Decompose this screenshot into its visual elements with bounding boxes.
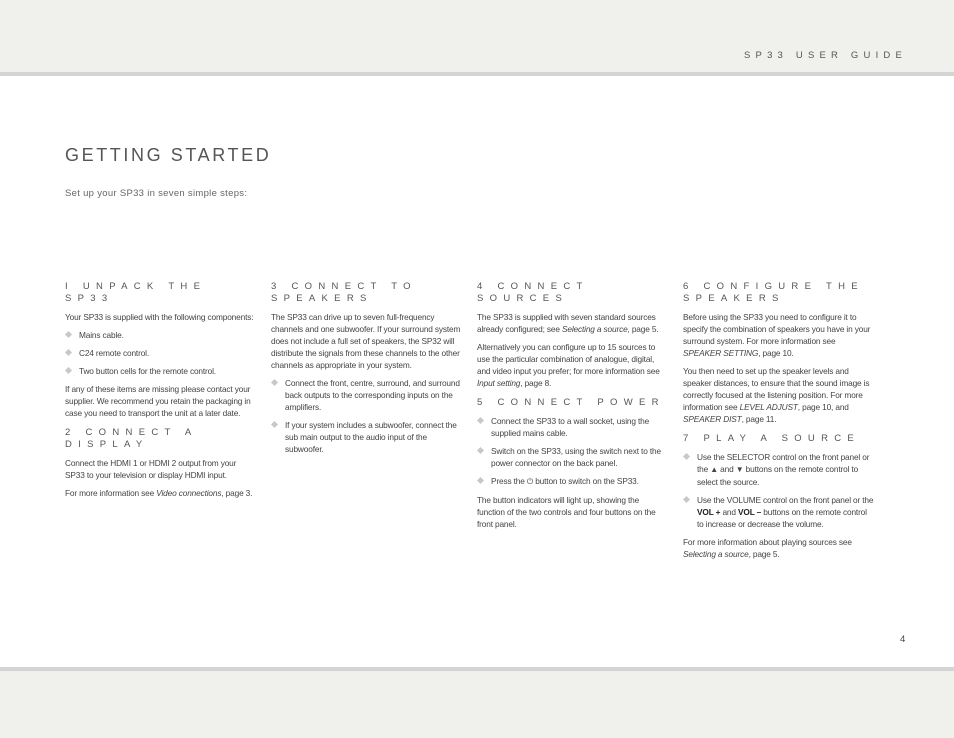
list-item: Use the SELECTOR control on the front panel or the ▲ and ▼ buttons on the remote control to select the source. [683, 451, 875, 488]
page-number: 4 [900, 634, 906, 645]
step-3-text: The SP33 can drive up to seven full-frequency channels and one subwoofer. If your surround system does not include a full set of speakers, the SP32 will distribute the signals from these channels to the other channels as appropriate in your system. [271, 312, 461, 370]
link-selecting-a-source: Selecting a source [561, 324, 628, 334]
list-item: Connect the front, centre, surround, and surround back outputs to the corresponding inputs on the amplifiers. [271, 377, 463, 413]
step-3-heading: 3 CONNECT TO SPEAKERS [271, 281, 417, 304]
column-3 [477, 281, 669, 536]
list-item: Use the VOLUME control on the front panel or the VOL + and VOL – buttons on the remote control to increase or decrease the volume. [683, 494, 875, 530]
step-5-heading: 5 CONNECT POWER [477, 397, 665, 408]
header-band [0, 0, 954, 72]
step-7-reference: For more information about playing sources see Selecting a source, page 5. [683, 537, 852, 559]
running-head: SP33 USER GUIDE [744, 50, 907, 61]
diamond-bullet-icon [477, 417, 484, 424]
intro-text: Set up your SP33 in seven simple steps: [65, 188, 248, 199]
diamond-bullet-icon [271, 421, 278, 428]
step-4-alt: Alternatively you can configure up to 15 sources to use the particular combination of analogue, digital, and video input you prefer; for more information see Input setting, page 8. [477, 342, 660, 388]
link-speaker-dist: SPEAKER DIST [683, 414, 742, 424]
step-6-heading: 6 CONFIGURE THE SPEAKERS [683, 281, 864, 304]
diamond-bullet-icon [683, 496, 690, 503]
up-triangle-icon: ▲ [710, 465, 719, 474]
step-6-levels: You then need to set up the speaker levels and speaker distances, to ensure that the sound image is correctly focused at the listening position. For more information see LEVEL ADJUST, page 10, and SPEAKER DIST, page 11. [683, 366, 870, 424]
link-level-adjust: LEVEL ADJUST [739, 402, 798, 412]
speaker-steps-list [271, 377, 463, 455]
list-item: Mains cable. [65, 329, 257, 341]
link-selecting-a-source: Selecting a source [683, 549, 749, 559]
footer-band [0, 671, 954, 738]
diamond-bullet-icon [65, 331, 72, 338]
step-7-heading: 7 PLAY A SOURCE [683, 433, 861, 444]
diamond-bullet-icon [271, 379, 278, 386]
link-speaker-setting: SPEAKER SETTING [683, 348, 759, 358]
down-triangle-icon: ▼ [735, 465, 744, 474]
step-6-text: Before using the SP33 you need to configure it to specify the combination of speakers you have in your surround system. For more information see SPEAKER SETTING, page 10. [683, 312, 871, 358]
diamond-bullet-icon [477, 447, 484, 454]
step-1-heading: I UNPACK THE SP33 [65, 281, 207, 304]
step-4-text: The SP33 is supplied with seven standard sources already configured; see Selecting a source, page 5. [477, 312, 659, 334]
diamond-bullet-icon [683, 453, 690, 460]
list-item: C24 remote control. [65, 347, 257, 359]
list-item: Connect the SP33 to a wall socket, using the supplied mains cable. [477, 415, 669, 439]
page-title: GETTING STARTED [65, 145, 272, 165]
vol-plus-label: VOL + [697, 507, 721, 517]
diamond-bullet-icon [477, 477, 484, 484]
step-2-reference: For more information see Video connections, page 3. [65, 488, 253, 498]
components-list [65, 329, 257, 377]
list-item: Two button cells for the remote control. [65, 365, 257, 377]
list-item: If your system includes a subwoofer, connect the sub main output to the audio input of the subwoofer. [271, 419, 463, 455]
power-icon: ⏻ [526, 477, 534, 486]
column-2 [271, 281, 463, 461]
list-item: Press the ⏻ button to switch on the SP33. [477, 475, 669, 488]
step-1-note: If any of these items are missing please contact your supplier. We recommend you retain the packaging in case you need to transport the unit at a later date. [65, 384, 251, 418]
step-2-text: Connect the HDMI 1 or HDMI 2 output from your SP33 to your television or display HDMI input. [65, 458, 237, 480]
list-item: Switch on the SP33, using the switch next to the power connector on the back panel. [477, 445, 669, 469]
step-5-note: The button indicators will light up, showing the function of the two controls and four buttons on the front panel. [477, 495, 656, 529]
step-1-intro: Your SP33 is supplied with the following components: [65, 312, 254, 322]
column-1 [65, 281, 257, 505]
step-2-heading: 2 CONNECT A DISPLAY [65, 427, 197, 450]
column-4 [683, 281, 875, 566]
link-video-connections: Video connections [156, 488, 222, 498]
power-steps-list [477, 415, 669, 488]
step-4-heading: 4 CONNECT SOURCES [477, 281, 589, 304]
header-divider [0, 72, 954, 76]
diamond-bullet-icon [65, 349, 72, 356]
vol-minus-label: VOL – [738, 507, 762, 517]
diamond-bullet-icon [65, 367, 72, 374]
play-steps-list [683, 451, 875, 530]
link-input-setting: Input setting [477, 378, 521, 388]
